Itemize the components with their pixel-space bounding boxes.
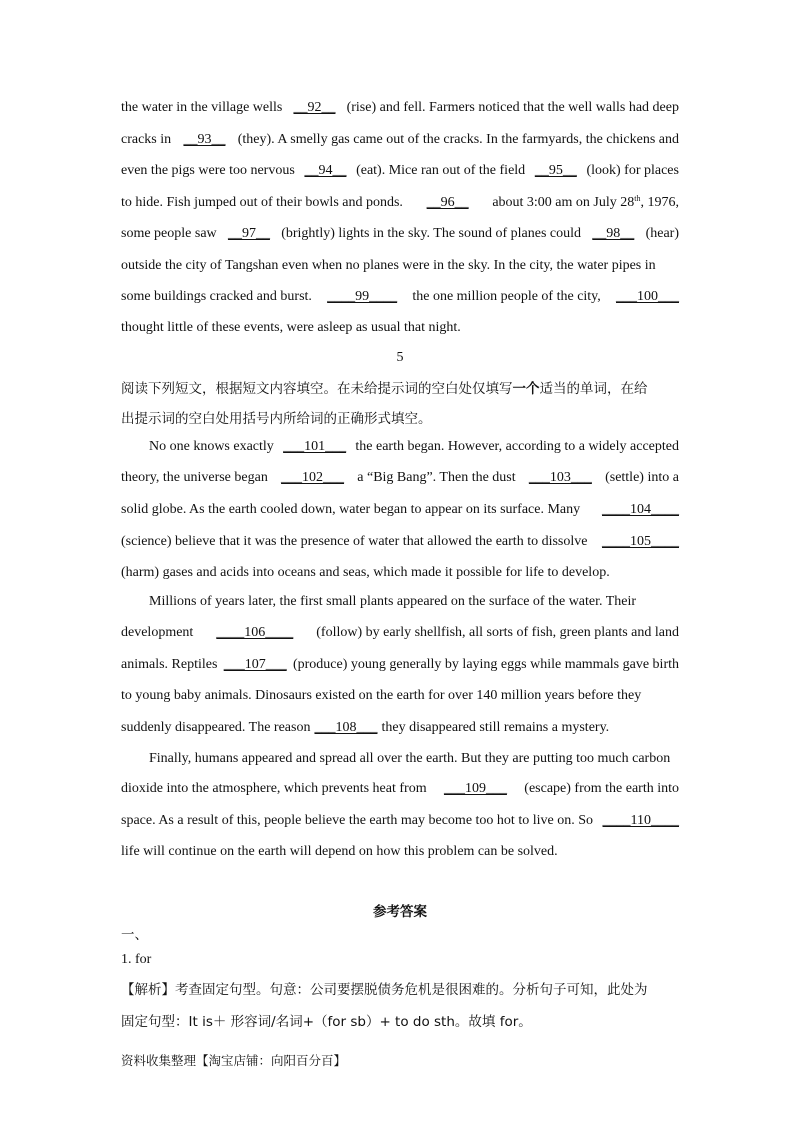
blank-97: __97__ [227, 226, 270, 241]
passage4-line-8 [121, 318, 679, 338]
passage5-line-12 [121, 779, 679, 799]
passage4-line-2 [121, 130, 679, 150]
text-segment: (settle) into a [605, 470, 679, 485]
blank-110: ____110____ [602, 813, 679, 828]
text-segment: (produce) young generally by laying eggs while mammals gave birth [292, 657, 679, 672]
passage5-line-6 [149, 592, 679, 612]
text-segment: (brightly) lights in the sky. The sound of planes could [281, 226, 582, 241]
answers-heading: 参考答案 [373, 904, 427, 920]
text-segment: (escape) from the earth into [524, 781, 679, 796]
text-segment: (they). A smelly gas came out of the cracks. In the farmyards, the chickens and [237, 132, 679, 147]
analysis-line-2: 固定句型：It is＋ 形容词/名词+（for sb）+ to do sth。故填 for。 [121, 1014, 532, 1030]
text-segment: the one million people of the city, [412, 289, 601, 304]
instruction-text: 适当的单词，在给 [539, 381, 648, 397]
text-segment: outside the city of Tangshan even when no planes were in the sky. In the city, the water pipes in [121, 258, 656, 273]
instruction-line-2 [121, 409, 681, 429]
instruction-text: 阅读下列短文，根据短文内容填空。在未给提示词的空白处仅填写 [121, 381, 513, 397]
text-segment: they disappeared still remains a mystery. [381, 720, 610, 735]
passage5-line-9 [121, 686, 679, 706]
text-segment: some people saw [121, 226, 217, 241]
passage5-line-10 [121, 718, 679, 738]
blank-93: __93__ [183, 132, 226, 147]
text-segment: the earth began. However, according to a widely accepted [355, 439, 679, 454]
passage5-line-3 [121, 500, 679, 520]
blank-108: ___108___ [314, 720, 378, 735]
passage4-line-3 [121, 161, 679, 181]
instruction-text: 出提示词的空白处用括号内所给词的正确形式填空。 [121, 411, 432, 427]
passage4-line-6 [121, 256, 679, 276]
instruction-emphasis: 一个 [512, 381, 540, 397]
blank-105: ____105____ [602, 534, 679, 549]
date-text [492, 193, 679, 213]
text-segment: Millions of years later, the first small plants appeared on the surface of the water. Their [149, 594, 637, 609]
text-segment: (follow) by early shellfish, all sorts of fish, green plants and land [316, 625, 679, 640]
text-segment: dioxide into the atmosphere, which prevents heat from [121, 781, 427, 796]
blank-109: ___109___ [443, 781, 507, 796]
text-segment: animals. Reptiles [121, 657, 218, 672]
blank-104: ____104____ [602, 502, 679, 517]
section-number: 5 [396, 350, 404, 365]
text-segment: development [121, 625, 194, 640]
text-segment: (rise) and fell. Farmers noticed that the well walls had deep [346, 100, 679, 115]
text-segment: about 3:00 am on July 28 [492, 195, 635, 210]
passage4-line-4 [121, 193, 679, 213]
passage5-line-7 [121, 623, 679, 643]
passage5-line-1 [149, 437, 679, 457]
answer-text: 1. for [121, 952, 152, 967]
passage5-line-5 [121, 563, 679, 583]
text-segment: No one knows exactly [149, 439, 274, 454]
analysis-line-1: 【解析】考查固定句型。句意：公司要摆脱债务危机是很困难的。分析句子可知，此处为 [121, 982, 648, 998]
passage5-line-8 [121, 655, 679, 675]
passage4-line-7 [121, 287, 679, 307]
passage5-line-11 [149, 749, 679, 769]
blank-98: __98__ [592, 226, 635, 241]
blank-94: __94__ [304, 163, 347, 178]
passage5-line-2 [121, 468, 679, 488]
passage4-line-5 [121, 224, 679, 244]
passage5-line-13 [121, 811, 679, 831]
text-segment: even the pigs were too nervous [121, 163, 295, 178]
blank-101: ___101___ [283, 439, 347, 454]
passage5-line-14 [121, 842, 679, 862]
answers-section-marker: 一、 [121, 927, 148, 943]
text-segment: suddenly disappeared. The reason [121, 720, 311, 735]
text-segment: cracks in [121, 132, 172, 147]
blank-106: ____106____ [216, 625, 294, 640]
answer-item-1 [121, 950, 679, 970]
blank-96: __96__ [426, 195, 469, 210]
blank-100: ___100___ [616, 289, 679, 304]
text-segment: , 1976, [640, 195, 679, 210]
text-segment: (look) for places [586, 163, 679, 178]
text-segment: a “Big Bang”. Then the dust [357, 470, 516, 485]
text-segment: (hear) [645, 226, 679, 241]
text-segment: solid globe. As the earth cooled down, water began to appear on its surface. Many [121, 502, 581, 517]
passage4-line-1 [121, 98, 679, 118]
instruction-line-1 [121, 379, 681, 399]
text-segment: thought little of these events, were asleep as usual that night. [121, 320, 461, 335]
text-segment: life will continue on the earth will depend on how this problem can be solved. [121, 844, 558, 859]
page-footer: 资料收集整理【淘宝店铺：向阳百分百】 [121, 1053, 347, 1068]
text-segment: space. As a result of this, people believe the earth may become too hot to live on. So [121, 813, 593, 828]
ordinal-suffix: th [634, 194, 641, 203]
text-segment: Finally, humans appeared and spread all over the earth. But they are putting too much carbon [149, 751, 671, 766]
text-segment: (eat). Mice ran out of the field [356, 163, 526, 178]
text-segment: some buildings cracked and burst. [121, 289, 312, 304]
blank-107: ___107___ [223, 657, 287, 672]
blank-103: ___103___ [528, 470, 592, 485]
passage5-line-4 [121, 532, 679, 552]
text-segment: (science) believe that it was the presence of water that allowed the earth to dissolve [121, 534, 588, 549]
blank-99: ____99____ [327, 289, 398, 304]
blank-95: __95__ [534, 163, 577, 178]
text-segment: the water in the village wells [121, 100, 283, 115]
text-segment: to young baby animals. Dinosaurs existed on the earth for over 140 million years before they [121, 688, 642, 703]
blank-102: ___102___ [281, 470, 345, 485]
text-segment: to hide. Fish jumped out of their bowls and ponds. [121, 195, 403, 210]
text-segment: theory, the universe began [121, 470, 268, 485]
text-segment: (harm) gases and acids into oceans and seas, which made it possible for life to develop. [121, 565, 610, 580]
blank-92: __92__ [293, 100, 336, 115]
